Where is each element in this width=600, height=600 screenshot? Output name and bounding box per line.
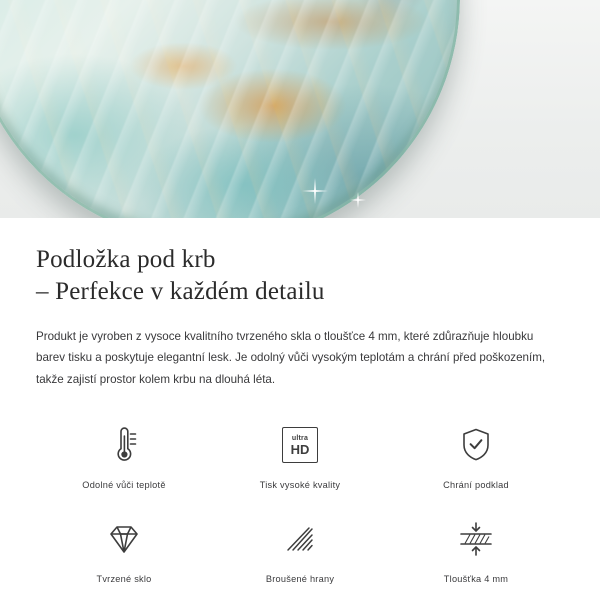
feature-label: Tloušťka 4 mm [443, 574, 509, 585]
feature-grid [36, 416, 564, 594]
polished-edges-icon [278, 516, 322, 562]
ultra-hd-icon [282, 422, 318, 468]
shield-check-icon [456, 422, 496, 468]
feature-label: Chrání podklad [443, 480, 509, 491]
content-area [0, 244, 600, 594]
feature-label: Odolné vůči teplotě [82, 480, 166, 491]
feature-item [388, 510, 564, 594]
headline-line-2: – Perfekce v každém detailu [36, 278, 325, 305]
ultra-hd-badge-bottom: HD [290, 441, 310, 457]
feature-item [36, 510, 212, 594]
thermometer-icon [104, 422, 144, 468]
description-paragraph: Produkt je vyroben z vysoce kvalitního tvrzeného skla o tloušťce 4 mm, které zdůrazňuje hloubku barev tisku a poskytuje elegantní lesk. Je odolný vůči vysokým teplotám a chrání před poškozením, takže zajistí prostor kolem krbu na dlouhá léta. [36, 330, 546, 386]
ultra-hd-badge-top: ultra [291, 434, 309, 442]
sparkle-icon [350, 192, 366, 208]
feature-item [388, 416, 564, 500]
feature-item [212, 510, 388, 594]
feature-label: Tisk vysoké kvality [259, 480, 341, 491]
feature-item [36, 416, 212, 500]
diamond-icon [102, 516, 146, 562]
headline-line-1: Podložka pod krb [36, 246, 216, 273]
feature-item [212, 416, 388, 500]
hero-image [0, 0, 600, 218]
page-title [36, 244, 564, 308]
thickness-icon [453, 516, 499, 562]
feature-label: Tvrzené sklo [96, 574, 152, 585]
sparkle-icon [302, 178, 328, 204]
feature-label: Broušené hrany [265, 574, 335, 585]
